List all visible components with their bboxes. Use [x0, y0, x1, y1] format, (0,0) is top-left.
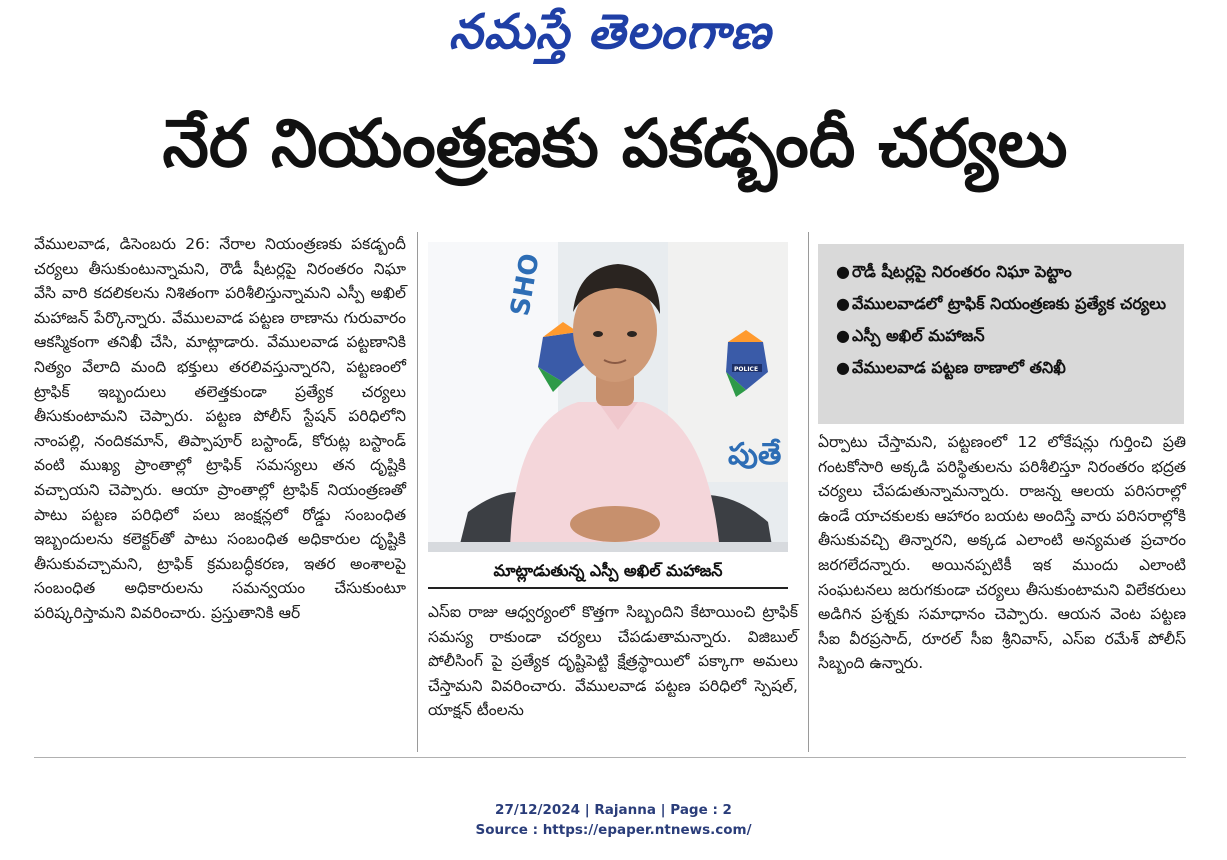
highlight-item: ● రౌడీ షీటర్లపై నిరంతరం నిఘా పెట్టాం [836, 256, 1174, 288]
news-photo [428, 242, 788, 552]
article-column-1: వేములవాడ, డిసెంబరు 26: నేరాల నియంత్రణకు పకడ్బందీ చర్యలు తీసుకుంటున్నామని, రౌడీ షీటర్లపై నిరంతరం నిఘా వేసి వారి కదలికలను నిశితంగా పరిశీలిస్తున్నామని ఎస్పీ అఖిల్ మహాజన్ పేర్కొన్నారు. వేములవాడ పట్టణ ఠాణాను గురువారం ఆకస్మికంగా తనిఖీ చేసి, మాట్లాడారు. వేములవాడ పట్టణానికి నిత్యం వేలాది మంది భక్తులు తరలివస్తున్నారని, పట్టణంలో ట్రాఫిక్ ఇబ్బందులు తలెత్తకుండా ప్రత్యేక చర్యలు తీసుకుంటామని చెప్పారు. పట్టణ పోలీస్ స్టేషన్ పరిధిలోని నాంపల్లి, నందికమాన్, తిప్పాపూర్ బస్టాండ్, కోరుట్ల బస్టాండ్ వంటి ముఖ్య ప్రాంతాల్లో ట్రాఫిక్ సమస్యలు తన దృష్టికి వచ్చాయని చెప్పారు. ఆయా ప్రాంతాల్లో ట్రాఫిక్ నియంత్రణతో పాటు పట్టణ పరిధిలో పలు జంక్షన్లలో రోడ్డు సంబంధిత ఇబ్బందులను కలెక్టర్‌తో పాటు సంబంధిత అధికారుల దృష్టికి తీసుకువచ్చామని, ట్రాఫిక్ క్రమబద్ధీకరణ, ఇతర అంశాలపై సంబంధిత అధికారులను సమన్వయం చేసుకుంటూ పరిష్కరిస్తామని వివరించారు. ప్రస్తుతానికి ఆర్ [34, 235, 406, 622]
headline [20, 96, 1210, 206]
masthead [300, 4, 920, 72]
sign-text-2: పుతే [728, 437, 782, 472]
bullet-icon: ● [836, 294, 850, 313]
headline-text: నేర నియంత్రణకు పకడ్బందీ చర్యలు [162, 104, 1068, 182]
footer-source-line: Source : https://epaper.ntnews.com/ [475, 822, 752, 838]
caption-divider [428, 587, 788, 589]
article-column-3: ఏర్పాటు చేస్తామని, పట్టణంలో 12 లోకేషన్లు గుర్తించి ప్రతి గంటకోసారి అక్కడి పరిస్థితులను పరిశీలిస్తూ నిరంతరం భద్రత చర్యలు చేపడుతున్నామన్నారు. రాజన్న ఆలయ పరిసరాల్లో ఉండే యాచకులకు ఆహారం బయట అందిస్తే వారు పరిసరాల్లోకి తీసుకువచ్చి తిన్నారని, అక్కడ ఎలాంటి అన్యమత ప్రచారం జరగలేదన్నారు. అయినప్పటికీ ఇక ముందు ఎలాంటి సంఘటనలు జరుగకుండా చర్యలు తీసుకుంటామని విలేకరులు అడిగిన ప్రశ్నకు సమాధానం చెప్పారు. ఆయన వెంట పట్టణ సీఐ వీరప్రసాద్, రూరల్ సీఐ శ్రీనివాస్, ఎస్‌ఐ రమేశ్ పోలీస్ సిబ్బంది ఉన్నారు. [818, 433, 1186, 673]
column-divider [417, 232, 418, 752]
photo-caption: మాట్లాడుతున్న ఎస్పీ అఖిల్ మహాజన్ [493, 560, 723, 580]
bullet-icon: ● [836, 262, 850, 281]
footer-date-line: 27/12/2024 | Rajanna | Page : 2 [495, 802, 732, 818]
highlights-box [818, 244, 1184, 424]
bottom-divider [34, 757, 1186, 758]
bullet-icon: ● [836, 358, 850, 377]
column-divider [808, 232, 809, 752]
footer [0, 800, 1227, 840]
bullet-icon: ● [836, 326, 850, 345]
article-column-2: ఎస్‌ఐ రాజు ఆధ్వర్యంలో కొత్తగా సిబ్బందిని కేటాయించి ట్రాఫిక్ సమస్య రాకుండా చర్యలు చేపడుతామన్నారు. విజిబుల్ పోలీసింగ్ పై ప్రత్యేక దృష్టిపెట్టి క్షేత్రస్థాయిలో పక్కాగా అమలు చేస్తామని వివరించారు. వేములవాడ పట్టణ పరిధిలో స్పెషల్, యాక్షన్ టీంలను [428, 603, 798, 720]
highlight-item: ● వేములవాడలో ట్రాఫిక్ నియంత్రణకు ప్రత్యేక చర్యలు [836, 288, 1174, 320]
sign-text: SHO [505, 251, 546, 319]
highlight-item: ● వేములవాడ పట్టణ ఠాణాలో తనిఖీ [836, 352, 1174, 384]
masthead-title: నమస్తే తెలంగాణ [448, 4, 772, 60]
highlight-item: ● ఎస్పీ అఖిల్ మహాజన్ [836, 320, 1174, 352]
police-badge-text: POLICE [734, 366, 759, 373]
